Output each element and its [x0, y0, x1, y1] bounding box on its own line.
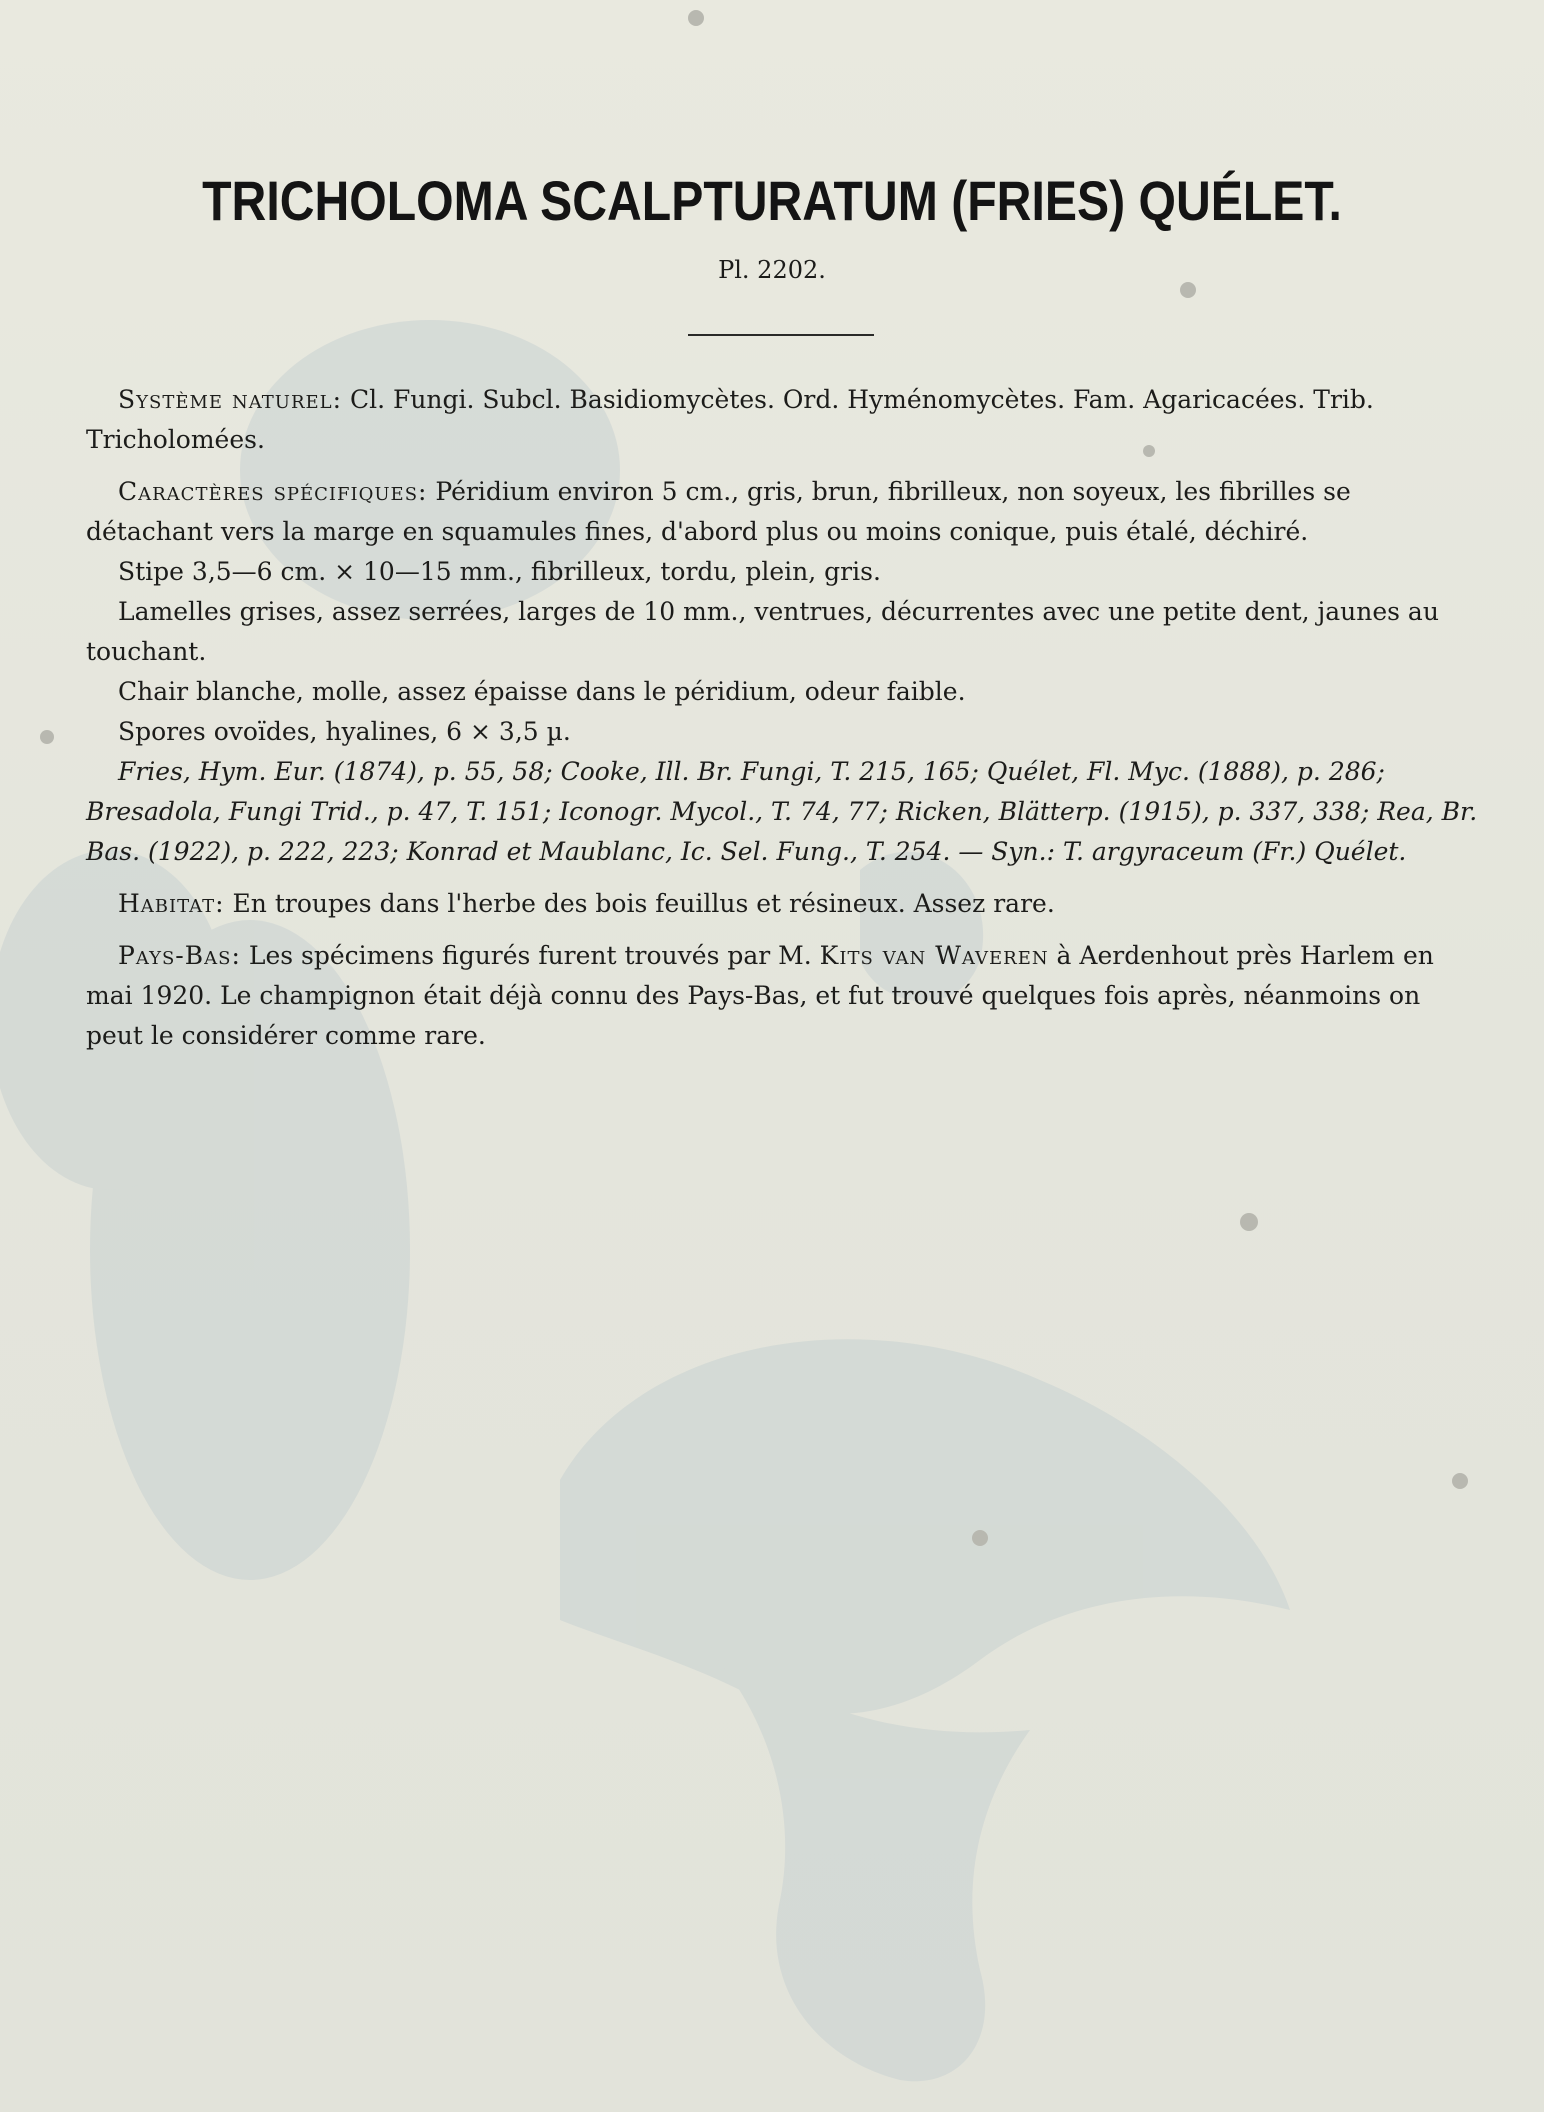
caracteres-text: Péridium environ 5 cm., gris, brun, fibrilleux, non soyeux, les fibrilles se détachant vers la marge en squamules fines, d'abord plus ou moins conique, puis étalé, déchiré.: [86, 477, 1351, 546]
habitat-label: Habitat:: [118, 889, 225, 918]
paysbas-label: Pays-Bas:: [118, 941, 241, 970]
chair-paragraph: Chair blanche, molle, assez épaisse dans le péridium, odeur faible.: [118, 677, 966, 706]
title-rule: [688, 334, 874, 336]
lamelles-paragraph: Lamelles grises, assez serrées, larges de 10 mm., ventrues, décurrentes avec une petite dent, jaunes au touchant.: [86, 597, 1439, 666]
page-title: TRICHOLOMA SCALPTURATUM (FRIES) QUÉLET.: [202, 169, 1342, 232]
paper-speck: [1240, 1213, 1258, 1231]
systeme-label: Système naturel:: [118, 385, 343, 414]
paper-speck: [972, 1530, 988, 1546]
spores-paragraph: Spores ovoïdes, hyalines, 6 × 3,5 µ.: [118, 717, 571, 746]
paper-speck: [688, 10, 704, 26]
stipe-paragraph: Stipe 3,5—6 cm. × 10—15 mm., fibrilleux, tordu, plein, gris.: [118, 557, 881, 586]
habitat-paragraph: [86, 884, 1478, 924]
paysbas-text-1: Les spécimens figurés furent trouvés par M.: [240, 941, 820, 970]
systeme-paragraph: [86, 380, 1478, 460]
plate-number: Pl. 2202.: [718, 256, 826, 284]
habitat-text: En troupes dans l'herbe des bois feuillus et résineux. Assez rare.: [224, 889, 1055, 918]
caracteres-paragraph: [86, 472, 1478, 552]
paper-speck: [40, 730, 54, 744]
systeme-text: Cl. Fungi. Subcl. Basidiomycètes. Ord. Hyménomycètes. Fam. Agaricacées. Trib. Tricholomées.: [86, 385, 1374, 454]
article-body: [86, 380, 1478, 1068]
paper-speck: [1180, 282, 1196, 298]
caracteres-label: Caractères spécifiques:: [118, 477, 428, 506]
paysbas-paragraph: [86, 936, 1478, 1056]
collector-name: Kits van Waveren: [819, 941, 1049, 970]
references-paragraph: Fries, Hym. Eur. (1874), p. 55, 58; Cooke, Ill. Br. Fungi, T. 215, 165; Quélet, Fl. Myc. (1888), p. 286; Bresadola, Fungi Trid., p. 47, T. 151; Iconogr. Mycol., T. 74, 77; Ricken, Blätterp. (1915), p. 337, 338; Rea, Br. Bas. (1922), p. 222, 223; Konrad et Maublanc, Ic. Sel. Fung., T. 254. — Syn.: T. argyraceum (Fr.) Quélet.: [86, 757, 1478, 866]
paysbas-text-2: à Aerdenhout près Harlem en mai 1920. Le champignon était déjà connu des Pays-Bas, et fut trouvé quelques fois après, néanmoins on peut le considérer comme rare.: [86, 941, 1434, 1050]
paper-speck: [1452, 1473, 1468, 1489]
